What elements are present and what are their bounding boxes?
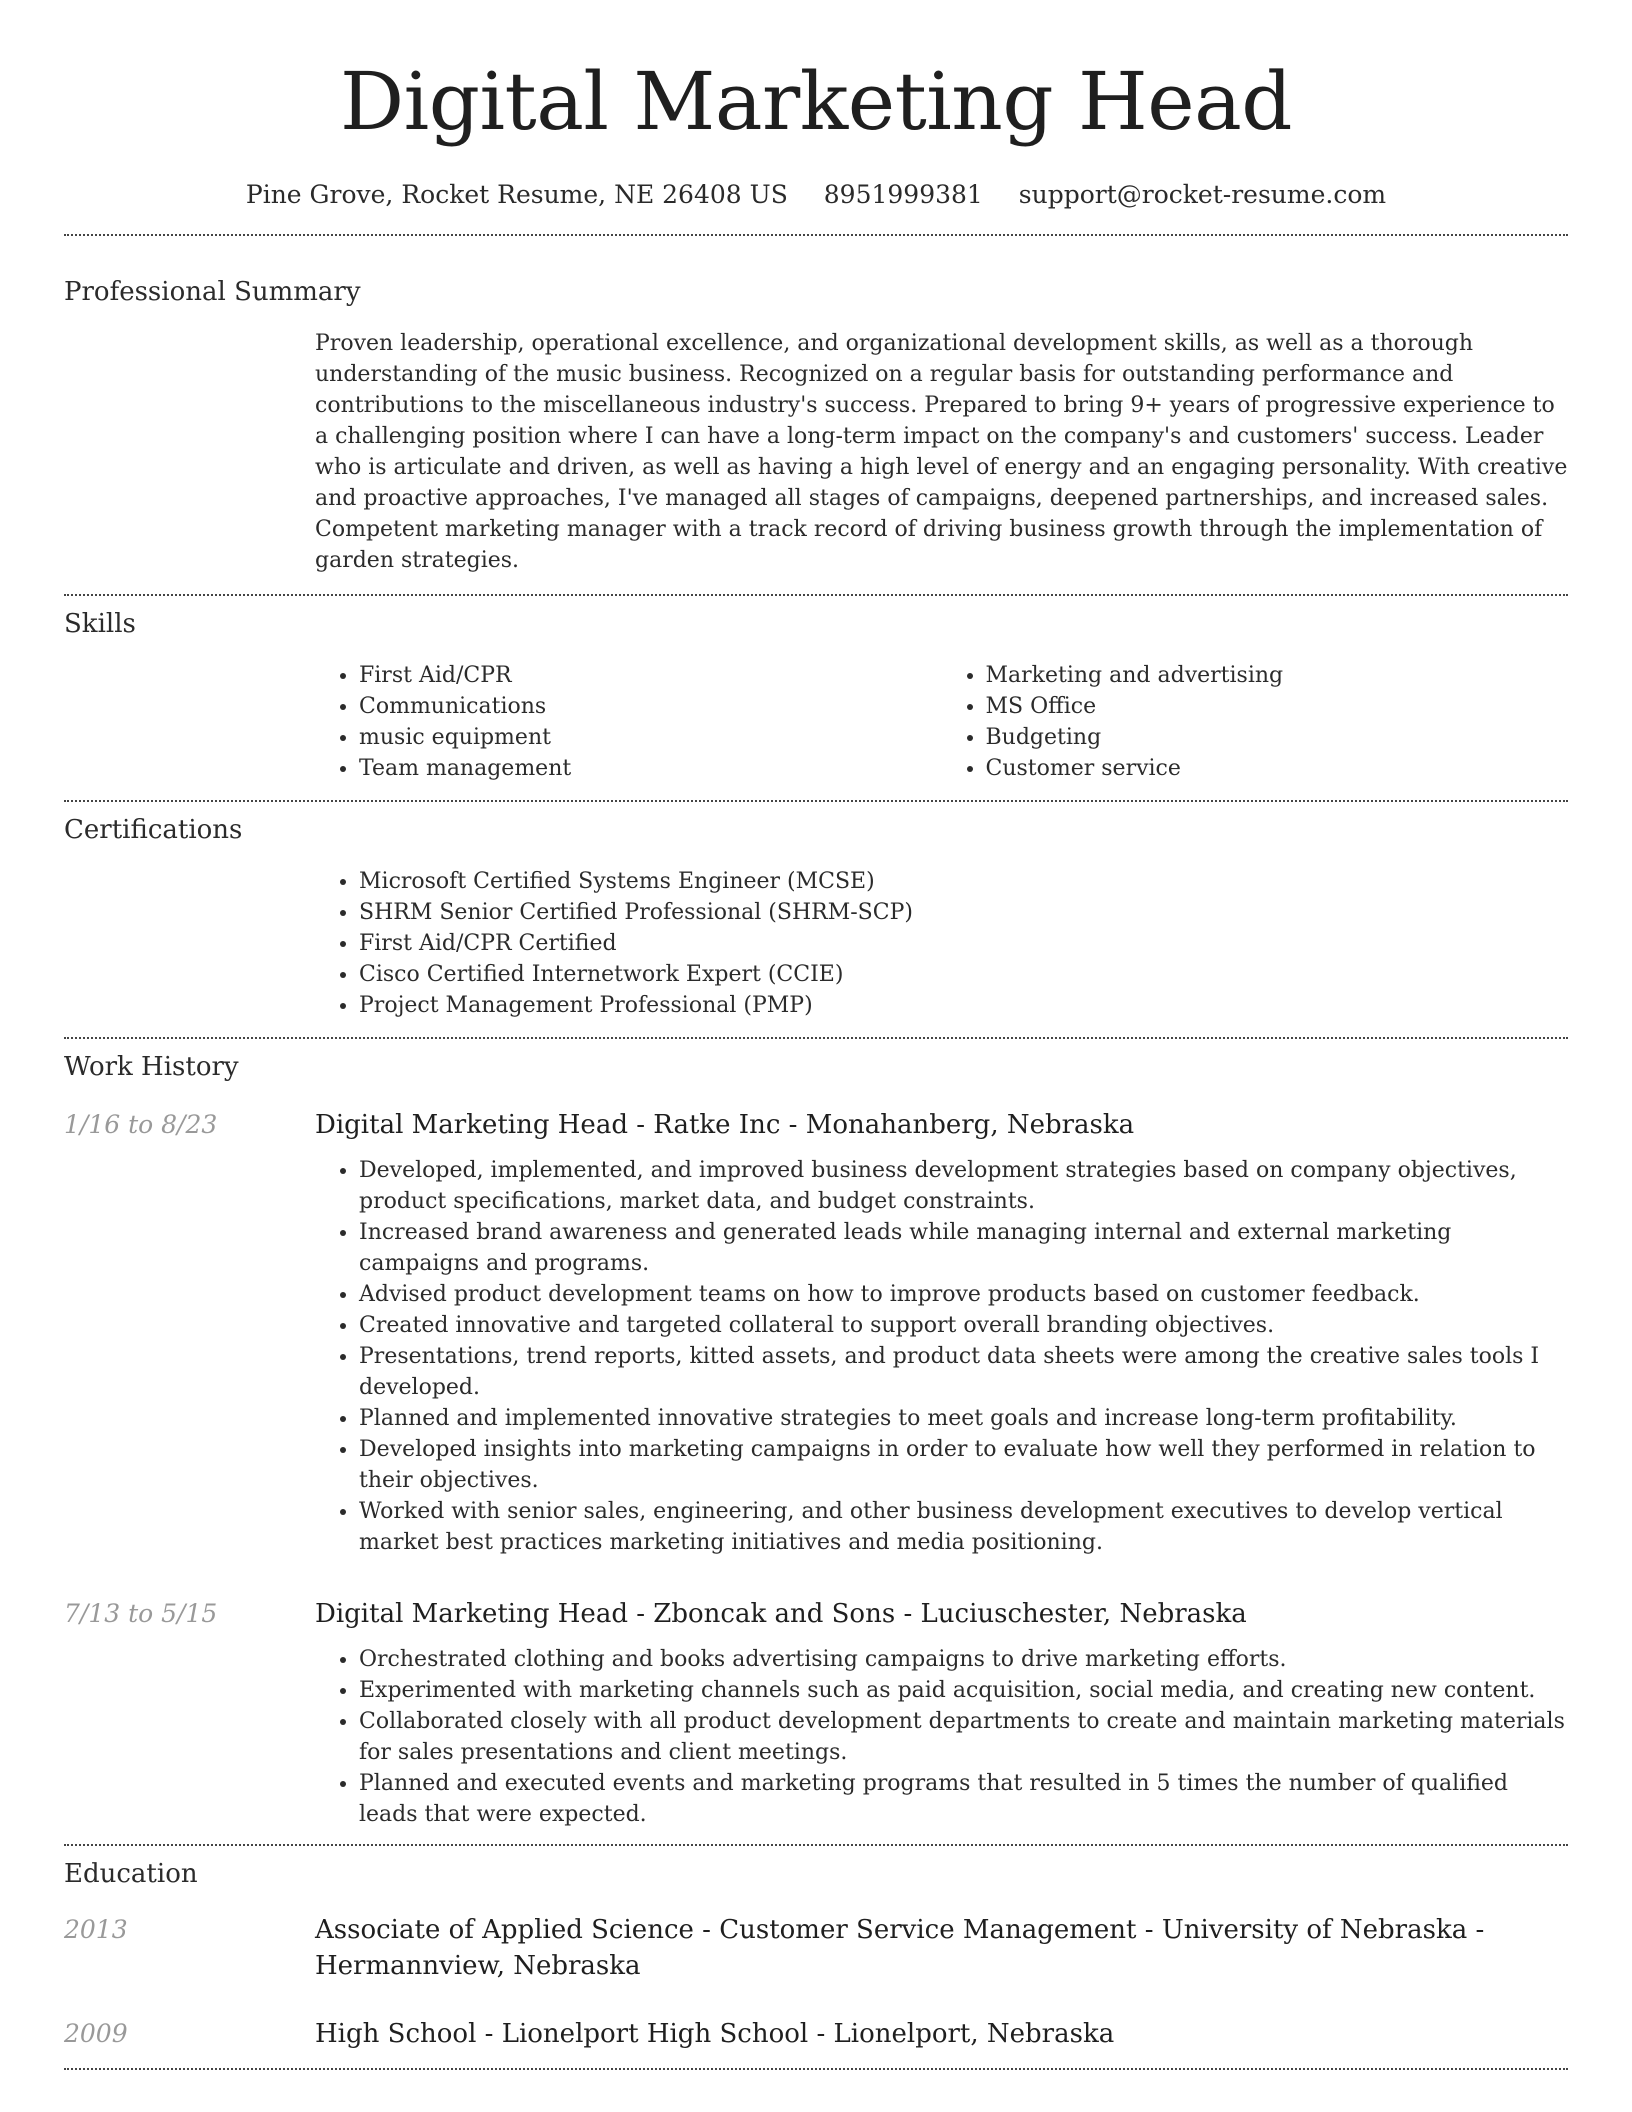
job-bullet: • Planned and implemented innovative strategies to meet goals and increase long-term profitability. <box>359 1403 1568 1434</box>
skill-item: • Team management <box>359 753 942 784</box>
job-bullet-list <box>315 1644 1568 1830</box>
skills-list-left <box>315 660 942 784</box>
job-dates: 1/16 to 8/23 <box>64 1110 218 1139</box>
education-title: High School - Lionelport High School - Lionelport, Nebraska <box>315 2019 1115 2049</box>
job-bullet: • Collaborated closely with all product development departments to create and maintain marketing materials for sales presentations and client meetings. <box>359 1706 1568 1768</box>
education-year: 2013 <box>64 1915 128 1944</box>
section-divider <box>64 1037 1568 1039</box>
job-details <box>315 1644 1568 1830</box>
section-divider <box>64 1844 1568 1846</box>
certification-item: • Microsoft Certified Systems Engineer (MCSE) <box>359 866 1568 897</box>
job-bullet-list <box>315 1155 1568 1558</box>
certifications-content <box>315 866 1568 1021</box>
skill-item: • Budgeting <box>986 722 1569 753</box>
skill-item: • Marketing and advertising <box>986 660 1569 691</box>
job-bullet: • Created innovative and targeted collateral to support overall branding objectives. <box>359 1310 1568 1341</box>
job-bullet: • Worked with senior sales, engineering, and other business development executives to develop vertical market best practices marketing initiatives and media positioning. <box>359 1496 1568 1558</box>
certifications-list <box>315 866 1568 1021</box>
certification-item: • SHRM Senior Certified Professional (SHRM-SCP) <box>359 897 1568 928</box>
job-title: Digital Marketing Head - Ratke Inc - Monahanberg, Nebraska <box>315 1110 1135 1140</box>
section-divider <box>64 2068 1568 2070</box>
job-bullet: • Planned and executed events and marketing programs that resulted in 5 times the number of qualified leads that were expected. <box>359 1768 1568 1830</box>
resume-name-heading: Digital Marketing Head <box>340 55 1292 148</box>
job-bullet: • Advised product development teams on how to improve products based on customer feedback. <box>359 1279 1568 1310</box>
section-divider <box>64 234 1568 236</box>
certifications-section-title: Certifications <box>64 815 243 845</box>
job-details <box>315 1155 1568 1558</box>
work-history-section <box>64 1049 1568 1830</box>
education-year: 2009 <box>64 2019 128 2048</box>
job-title: Digital Marketing Head - Zboncak and Sons - Luciuschester, Nebraska <box>315 1599 1247 1629</box>
certification-item: • Project Management Professional (PMP) <box>359 990 1568 1021</box>
skill-item: • music equipment <box>359 722 942 753</box>
work-history-section-title: Work History <box>64 1052 239 1082</box>
summary-section-title: Professional Summary <box>64 277 361 307</box>
job-bullet: • Presentations, trend reports, kitted assets, and product data sheets were among the creative sales tools I developed. <box>359 1341 1568 1403</box>
contact-phone: 8951999381 <box>823 180 983 209</box>
contact-line <box>64 178 1568 212</box>
skills-columns <box>315 660 1568 784</box>
contact-email[interactable]: support@rocket-resume.com <box>1018 180 1387 209</box>
skills-list-right <box>942 660 1569 784</box>
job-dates: 7/13 to 5/15 <box>64 1599 218 1628</box>
job-entry <box>64 1596 1568 1632</box>
skill-item: • Customer service <box>986 753 1569 784</box>
job-bullet: • Developed insights into marketing campaigns in order to evaluate how well they performed in relation to their objectives. <box>359 1434 1568 1496</box>
job-bullet: • Orchestrated clothing and books advertising campaigns to drive marketing efforts. <box>359 1644 1568 1675</box>
job-bullet: • Increased brand awareness and generated leads while managing internal and external marketing campaigns and programs. <box>359 1217 1568 1279</box>
education-section <box>64 1856 1568 2052</box>
summary-text: Proven leadership, operational excellence, and organizational development skills, as well as a thorough understanding of the music business. Recognized on a regular basis for outstanding performance and contributions to the miscellaneous industry's success. Prepared to bring 9+ years of progressive experience to a challenging position where I can have a long-term impact on the company's and customers' success. Leader who is articulate and driven, as well as having a high level of energy and an engaging personality. With creative and proactive approaches, I've managed all stages of campaigns, deepened partnerships, and increased sales. Competent marketing manager with a track record of driving business growth through the implementation of garden strategies. <box>315 331 1568 573</box>
job-entry <box>64 1107 1568 1143</box>
resume-page <box>64 0 1568 2070</box>
education-section-title: Education <box>64 1859 198 1889</box>
skill-item: • First Aid/CPR <box>359 660 942 691</box>
education-title: Associate of Applied Science - Customer Service Management - University of Nebraska - Hermannview, Nebraska <box>315 1915 1485 1981</box>
certification-item: • First Aid/CPR Certified <box>359 928 1568 959</box>
skill-item: • MS Office <box>986 691 1569 722</box>
certification-item: • Cisco Certified Internetwork Expert (CCIE) <box>359 959 1568 990</box>
certifications-section <box>64 812 1568 1021</box>
education-entry <box>64 1912 1568 1984</box>
skills-section <box>64 606 1568 784</box>
summary-section <box>64 274 1568 576</box>
skills-section-title: Skills <box>64 609 136 639</box>
section-divider <box>64 800 1568 802</box>
skill-item: • Communications <box>359 691 942 722</box>
job-bullet: • Developed, implemented, and improved business development strategies based on company objectives, product specifications, market data, and budget constraints. <box>359 1155 1568 1217</box>
job-bullet: • Experimented with marketing channels such as paid acquisition, social media, and creating new content. <box>359 1675 1568 1706</box>
education-entry <box>64 2016 1568 2052</box>
contact-address: Pine Grove, Rocket Resume, NE 26408 US <box>245 180 788 209</box>
section-divider <box>64 594 1568 596</box>
